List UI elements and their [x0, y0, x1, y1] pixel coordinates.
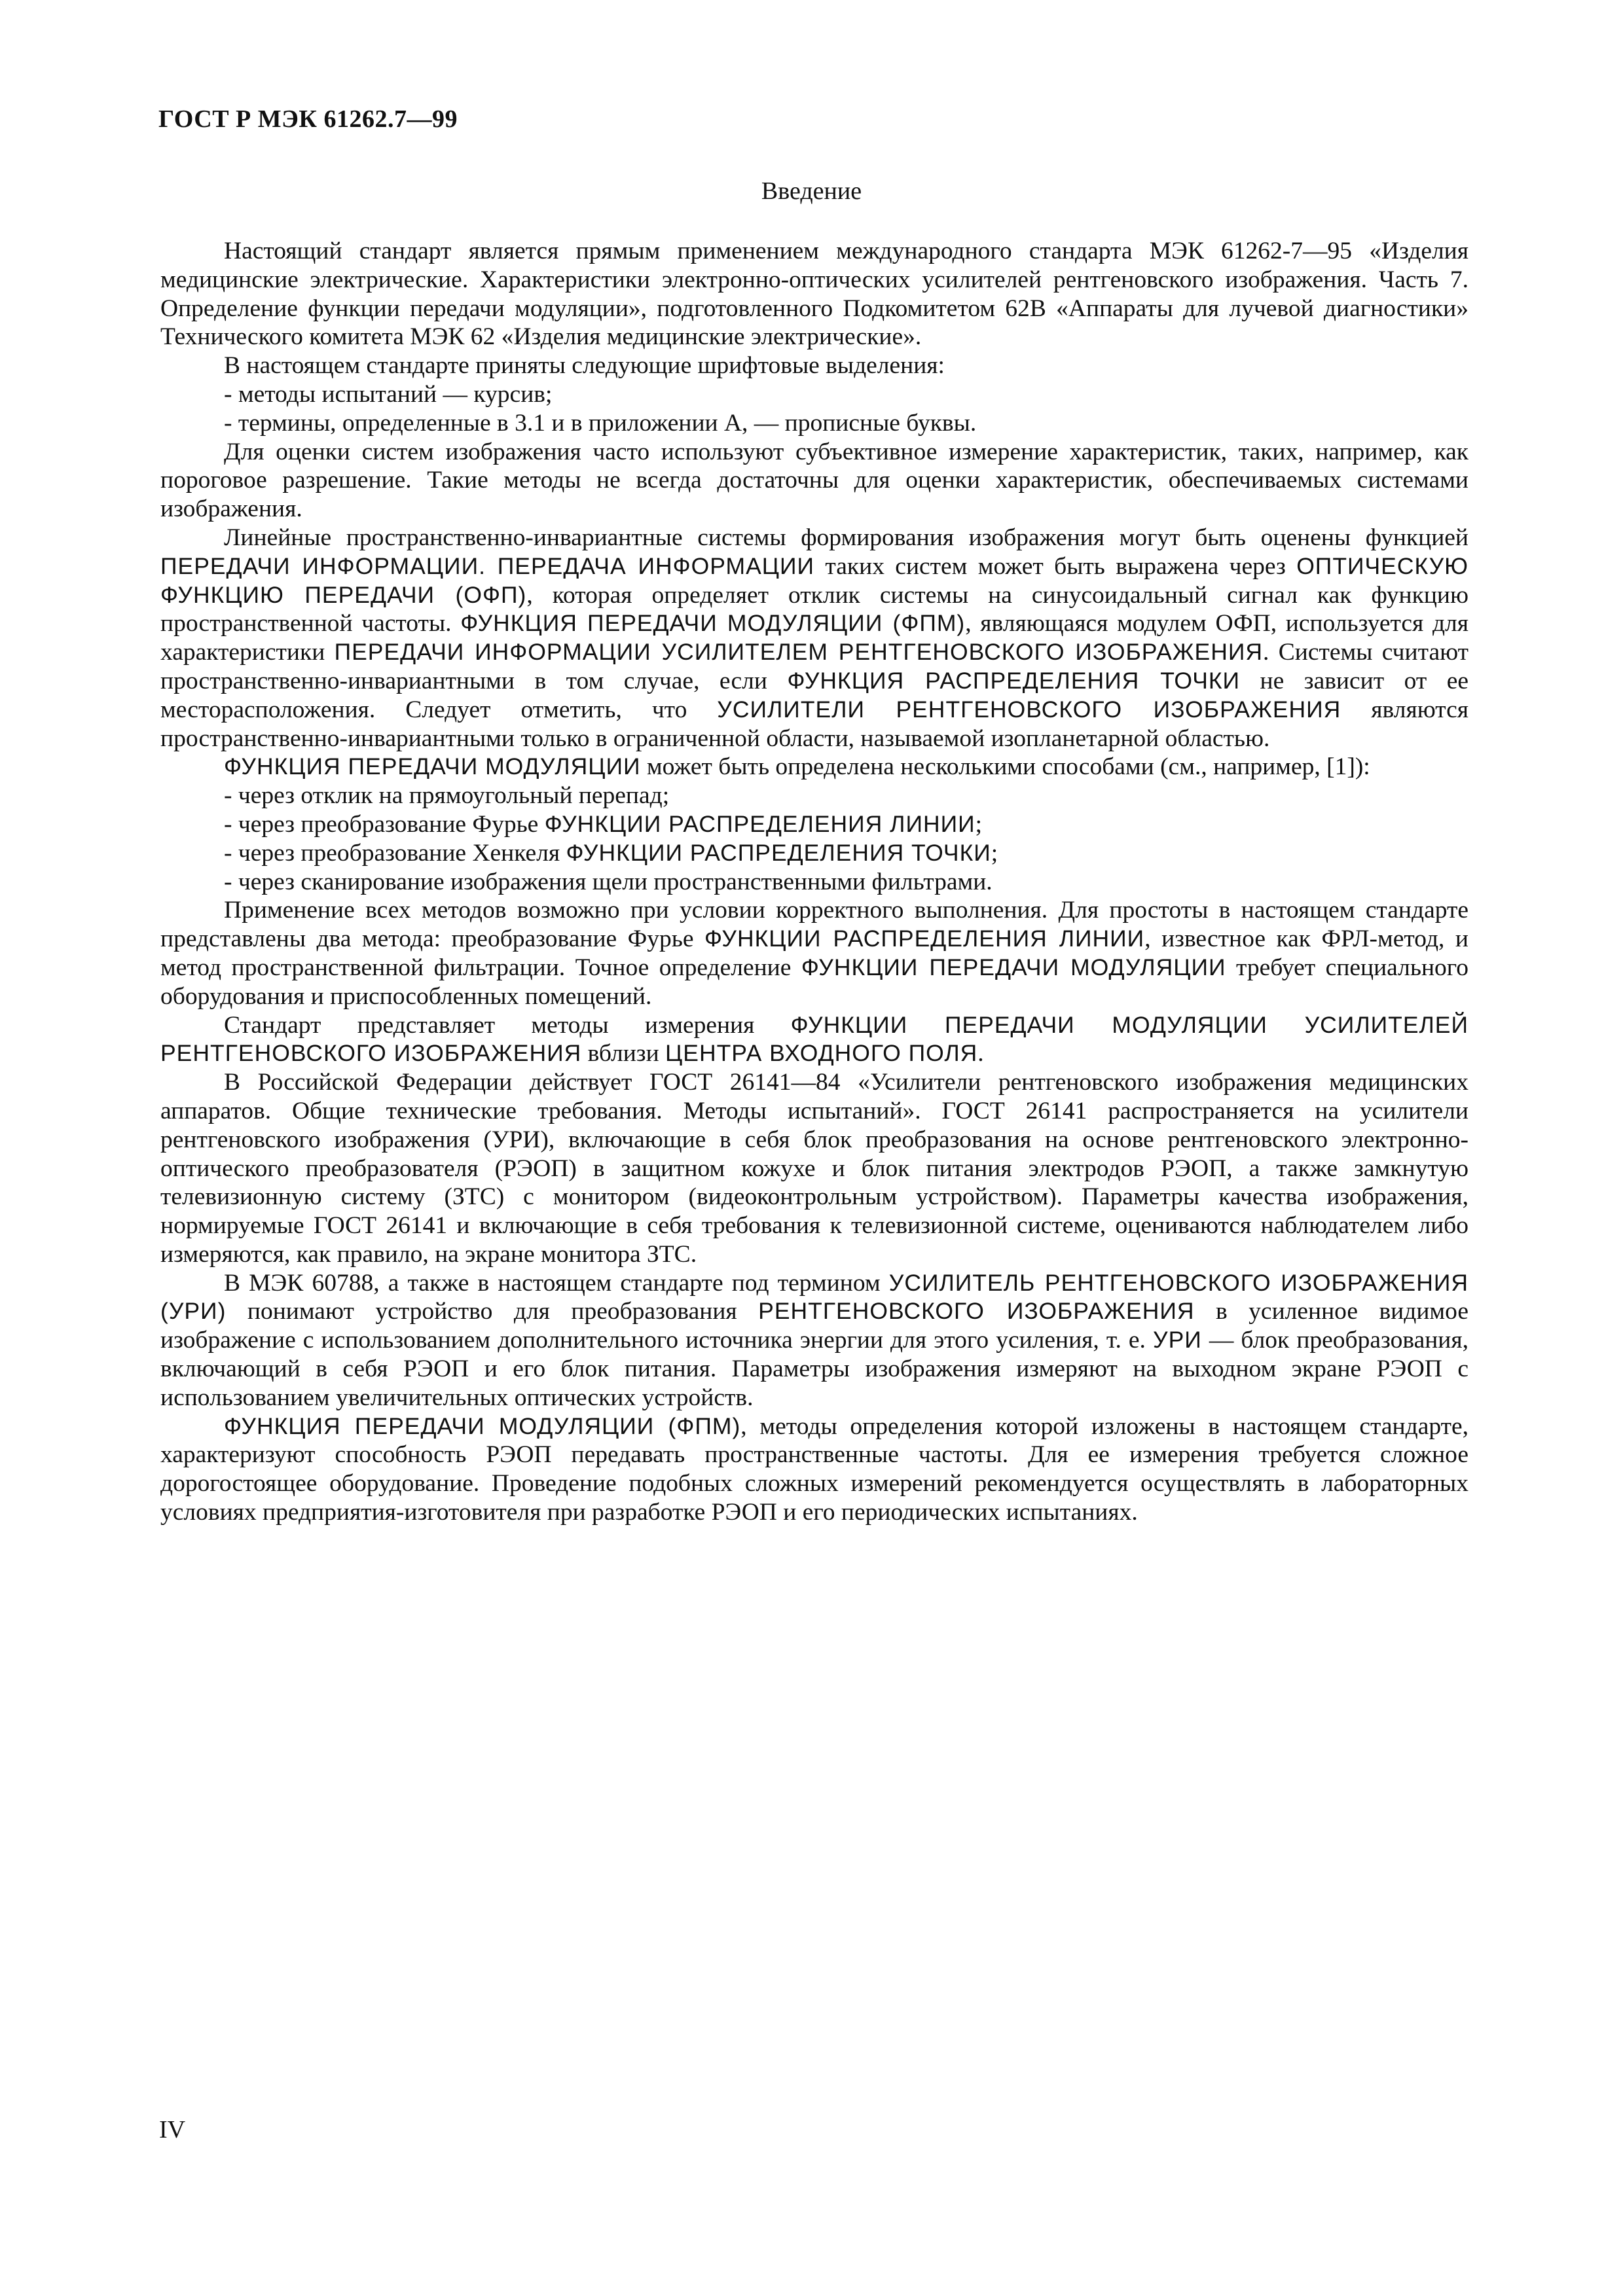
defined-term: ФУНКЦИИ РАСПРЕДЕЛЕНИЯ ТОЧКИ — [566, 839, 991, 866]
text-run: Настоящий стандарт является прямым применением международного стандарта МЭК 61262-7—95 «Изделия медицинские электрические. Характеристики электронно-оптических усилителей рентгеновского изображения. Часть 7. Определение функции передачи модуляции», подготовленного Подкомитетом 62В «Аппараты для лучевой диагностики» Технического комитета МЭК 62 «Изделия медицинские электрические». — [160, 238, 1468, 351]
text-run: . — [977, 1040, 984, 1067]
defined-term: ПЕРЕДАЧИ ИНФОРМАЦИИ. ПЕРЕДАЧА ИНФОРМАЦИИ — [160, 552, 815, 579]
text-run: — блок преобразования, включающий в себя РЭОП и его блок питания. Параметры изображения измеряют на выходном экране РЭОП с использованием увеличительных оптических устройств. — [160, 1327, 1468, 1411]
defined-term: УСИЛИТЕЛЬ РЕНТГЕНОВСКОГО ИЗОБРАЖЕНИЯ (УРИ) — [160, 1269, 1468, 1325]
text-run: , известное как ФРЛ-метод, и метод пространственной фильтрации. Точное определение — [160, 925, 1468, 981]
text-run: требует специального оборудования и приспособленных помещений. — [160, 954, 1468, 1010]
text-run: таких систем может быть выражена через — [814, 552, 1297, 580]
defined-term: РЕНТГЕНОВСКОГО ИЗОБРАЖЕНИЯ — [758, 1298, 1195, 1325]
defined-term: ФУНКЦИЯ РАСПРЕДЕЛЕНИЯ ТОЧКИ — [787, 667, 1241, 694]
defined-term: ФУНКЦИИ РАСПРЕДЕЛЕНИЯ ЛИНИИ — [704, 925, 1145, 952]
defined-term: ПЕРЕДАЧИ ИНФОРМАЦИИ УСИЛИТЕЛЕМ РЕНТГЕНОВСКОГО ИЗОБРАЖЕНИЯ — [334, 639, 1264, 666]
list-item — [160, 868, 1468, 897]
text-run: вблизи — [581, 1040, 666, 1067]
text-run: Для оценки систем изображения часто используют субъективное измерение характеристик, таких, например, как пороговое разрешение. Такие методы не всегда достаточны для оценки характеристик, обеспечиваемых системами изображения. — [160, 438, 1468, 523]
text-run: . Системы считают пространственно-инвариантными в том случае, если — [160, 639, 1469, 694]
list-item — [160, 781, 1468, 810]
paragraph — [160, 1412, 1468, 1527]
text-run: , методы определения которой изложены в настоящем стандарте, характеризуют способность РЭОП передавать пространственные частоты. Для ее измерения требуется сложное дорогостоящее оборудование. Проведение подобных сложных измерений рекомендуется осуществлять в лабораторных условиях предприятия-изготовителя при разработке РЭОП и его периодических испытаниях. — [160, 1412, 1469, 1526]
paragraph — [160, 1269, 1468, 1412]
document-header: ГОСТ Р МЭК 61262.7—99 — [158, 105, 458, 133]
text-run: не зависит от ее месторасположения. Следует отметить, что — [160, 667, 1469, 723]
text-run: являются пространственно-инвариантными только в ограниченной области, называемой изопланетарной областью. — [160, 696, 1468, 752]
defined-term: ФУНКЦИИ ПЕРЕДАЧИ МОДУЛЯЦИИ УСИЛИТЕЛЕЙ РЕНТГЕНОВСКОГО ИЗОБРАЖЕНИЯ — [160, 1011, 1468, 1067]
defined-term: ФУНКЦИЯ ПЕРЕДАЧИ МОДУЛЯЦИИ (ФПМ) — [460, 610, 966, 637]
document-body — [160, 237, 1468, 1527]
text-run: В МЭК 60788, а также в настоящем стандарте под термином — [224, 1269, 889, 1297]
section-title: Введение — [761, 177, 862, 205]
text-run: , которая определяет отклик системы на синусоидальный сигнал как функцию пространственной частоты. — [160, 581, 1468, 637]
paragraph — [160, 524, 1468, 753]
text-run: понимают устройство для преобразования — [226, 1298, 759, 1325]
text-run: Стандарт представляет методы измерения — [224, 1011, 791, 1039]
text-run: ; — [991, 839, 998, 867]
defined-term: ФУНКЦИИ ПЕРЕДАЧИ МОДУЛЯЦИИ — [801, 954, 1226, 980]
defined-term: ФУНКЦИИ РАСПРЕДЕЛЕНИЯ ЛИНИИ — [544, 810, 976, 837]
text-run: , являющаяся модулем ОФП, используется для характеристики — [160, 610, 1468, 666]
defined-term: ОПТИЧЕСКУЮ ФУНКЦИЮ ПЕРЕДАЧИ (ОФП) — [160, 552, 1468, 608]
defined-term: ЦЕНТРА ВХОДНОГО ПОЛЯ — [665, 1040, 978, 1067]
defined-term: ФУНКЦИЯ ПЕРЕДАЧИ МОДУЛЯЦИИ — [224, 753, 641, 780]
text-run: - через сканирование изображения щели пространственными фильтрами. — [224, 868, 993, 895]
paragraph — [160, 1011, 1468, 1069]
defined-term: ФУНКЦИЯ ПЕРЕДАЧИ МОДУЛЯЦИИ (ФПМ) — [224, 1412, 741, 1439]
list-item — [160, 810, 1468, 839]
text-run: Линейные пространственно-инвариантные системы формирования изображения могут быть оценены функцией — [224, 524, 1468, 551]
text-run: - методы испытаний — курсив; — [224, 380, 553, 408]
text-run: В Российской Федерации действует ГОСТ 26141—84 «Усилители рентгеновского изображения медицинских аппаратов. Общие технические требования. Методы испытаний». ГОСТ 26141 распространяется на усилители рентгеновского изображения (УРИ), включающие в себя блок преобразования на основе рентгеновского электронно-оптического преобразователя (РЭОП) в защитном кожухе и блок питания электродов РЭОП, а также замкнутую телевизионную систему (ЗТС) с монитором (видеоконтрольным устройством). Параметры качества изображения, нормируемые ГОСТ 26141 и включающие в себя требования к телевизионной системе, оцениваются наблюдателем либо измеряются, как правило, на экране монитора ЗТС. — [160, 1069, 1468, 1268]
text-run: - через отклик на прямоугольный перепад; — [224, 782, 670, 810]
paragraph — [160, 237, 1468, 351]
paragraph — [160, 753, 1468, 781]
text-run: может быть определена несколькими способами (см., например, [1]): — [640, 753, 1370, 781]
list-item — [160, 380, 1468, 409]
paragraph — [160, 351, 1468, 380]
list-item — [160, 409, 1468, 438]
paragraph — [160, 1068, 1468, 1269]
text-run: ; — [975, 810, 983, 838]
text-run: В настоящем стандарте приняты следующие шрифтовые выделения: — [224, 352, 945, 380]
paragraph — [160, 896, 1468, 1011]
defined-term: УСИЛИТЕЛИ РЕНТГЕНОВСКОГО ИЗОБРАЖЕНИЯ — [717, 696, 1341, 723]
paragraph — [160, 438, 1468, 524]
text-run: Применение всех методов возможно при условии корректного выполнения. Для простоты в настоящем стандарте представлены два метода: преобразование Фурье — [160, 897, 1468, 953]
text-run: - термины, определенные в 3.1 и в приложении А, — прописные буквы. — [224, 409, 977, 437]
text-run: - через преобразование Хенкеля — [224, 839, 566, 867]
text-run: в усиленное видимое изображение с использованием дополнительного источника энергии для этого усиления, т. е. — [160, 1298, 1468, 1354]
page-number: IV — [159, 2116, 186, 2144]
text-run: - через преобразование Фурье — [224, 810, 545, 838]
defined-term: УРИ — [1153, 1327, 1202, 1354]
list-item — [160, 839, 1468, 868]
